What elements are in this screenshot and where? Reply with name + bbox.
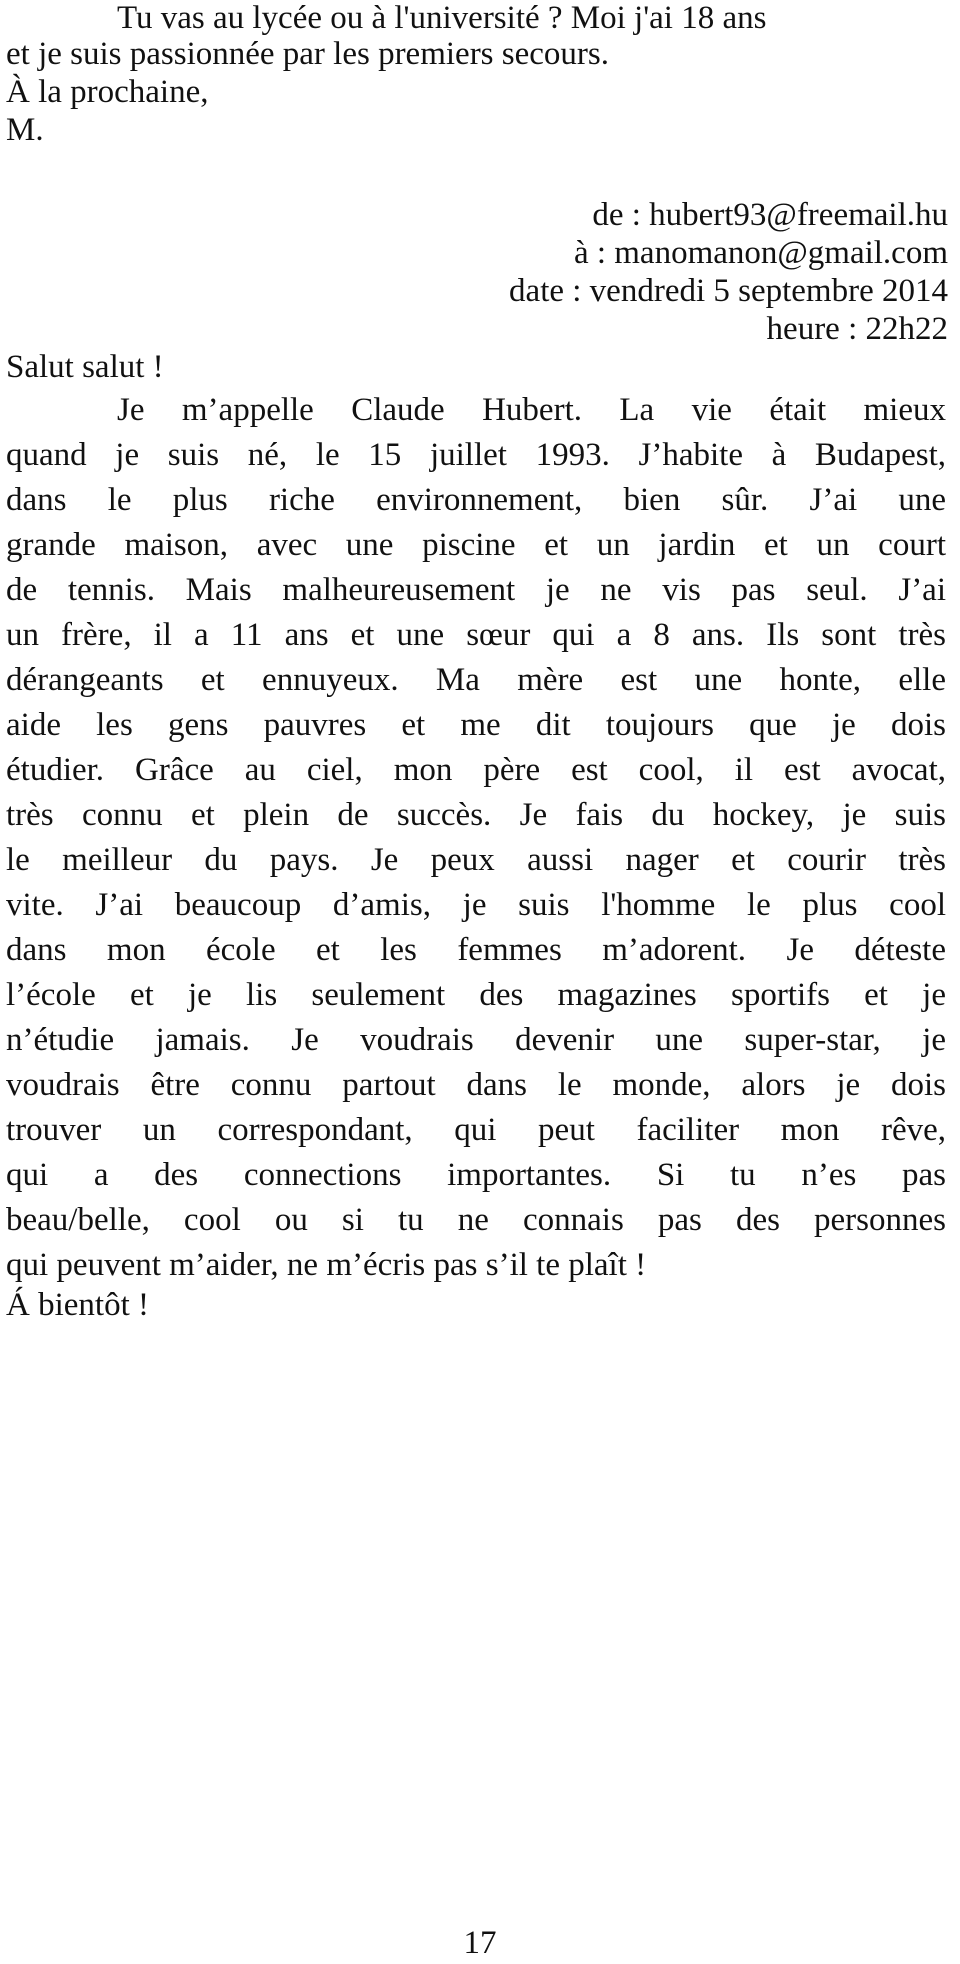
previous-letter-line: À la prochaine, — [6, 74, 209, 110]
letter-body-line: qui a des connections importantes. Si tu n’es pas — [6, 1157, 946, 1193]
letter-body-line: aide les gens pauvres et me dit toujours que je dois — [6, 707, 946, 743]
letter-body-line: quand je suis né, le 15 juillet 1993. J’habite à Budapest, — [6, 437, 946, 473]
letter-body-line: dérangeants et ennuyeux. Ma mère est une honte, elle — [6, 662, 946, 698]
letter-body-line: n’étudie jamais. Je voudrais devenir une super-star, je — [6, 1022, 946, 1058]
previous-letter-line: et je suis passionnée par les premiers secours. — [6, 36, 609, 72]
letter-body-line: trouver un correspondant, qui peut faciliter mon rêve, — [6, 1112, 946, 1148]
letter-body-line: un frère, il a 11 ans et une sœur qui a 8 ans. Ils sont très — [6, 617, 946, 653]
letter-body-line: dans mon école et les femmes m’adorent. Je déteste — [6, 932, 946, 968]
email-from: de : hubert93@freemail.hu — [592, 197, 948, 233]
email-time: heure : 22h22 — [766, 311, 948, 347]
letter-closing: Á bientôt ! — [6, 1287, 149, 1323]
letter-body-line: très connu et plein de succès. Je fais du hockey, je suis — [6, 797, 946, 833]
email-date: date : vendredi 5 septembre 2014 — [509, 273, 948, 309]
previous-letter-signature: M. — [6, 112, 44, 148]
page-number: 17 — [463, 1925, 497, 1961]
letter-body-line: le meilleur du pays. Je peux aussi nager et courir très — [6, 842, 946, 878]
letter-body-line: Je m’appelle Claude Hubert. La vie était mieux — [117, 392, 946, 428]
letter-greeting: Salut salut ! — [6, 349, 164, 385]
letter-body-line: l’école et je lis seulement des magazines sportifs et je — [6, 977, 946, 1013]
email-to: à : manomanon@gmail.com — [573, 235, 948, 271]
letter-body-line: beau/belle, cool ou si tu ne connais pas des personnes — [6, 1202, 946, 1238]
previous-letter-line: Tu vas au lycée ou à l'université ? Moi j'ai 18 ans — [117, 0, 767, 36]
letter-body-line: dans le plus riche environnement, bien sûr. J’ai une — [6, 482, 946, 518]
letter-body-line: voudrais être connu partout dans le monde, alors je dois — [6, 1067, 946, 1103]
letter-body-line: grande maison, avec une piscine et un jardin et un court — [6, 527, 946, 563]
letter-body-line: étudier. Grâce au ciel, mon père est cool, il est avocat, — [6, 752, 946, 788]
letter-body-line: qui peuvent m’aider, ne m’écris pas s’il te plaît ! — [6, 1247, 647, 1283]
letter-body-line: vite. J’ai beaucoup d’amis, je suis l'homme le plus cool — [6, 887, 946, 923]
letter-body-line: de tennis. Mais malheureusement je ne vis pas seul. J’ai — [6, 572, 946, 608]
